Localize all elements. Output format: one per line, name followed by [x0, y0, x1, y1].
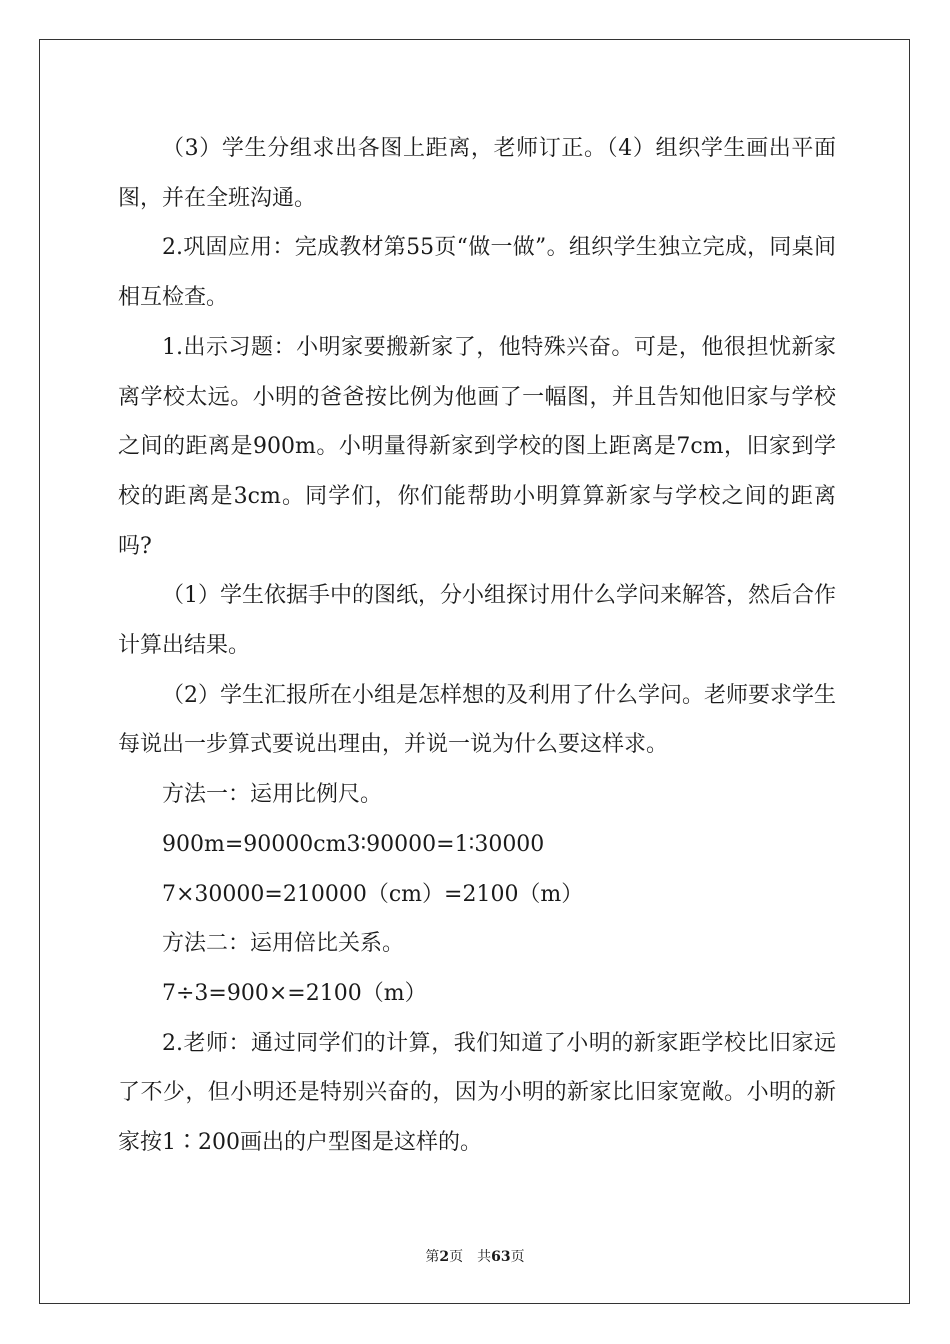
- total-pages: 63: [491, 1249, 511, 1265]
- page-suffix: 页: [449, 1249, 464, 1265]
- paragraph: （3）学生分组求出各图上距离，老师订正。（4）组织学生画出平面图，并在全班沟通。: [118, 136, 836, 211]
- paragraph: （1）学生依据手中的图纸，分小组探讨用什么学问来解答，然后合作计算出结果。: [118, 583, 836, 659]
- paragraph: 2.巩固应用：完成教材第55页“做一做”。组织学生独立完成，同桌间相互检查。: [118, 235, 836, 311]
- paragraph: 方法二：运用倍比关系。: [162, 931, 405, 957]
- page-number: 2: [439, 1249, 450, 1265]
- paragraph: （2）学生汇报所在小组是怎样想的及利用了什么学问。老师要求学生每说出一步算式要说出理由，并说一说为什么要这样求。: [118, 682, 836, 758]
- paragraph: 7÷3=900×=2100（m）: [162, 980, 427, 1006]
- paragraph: 7×30000=210000（cm）=2100（m）: [162, 881, 584, 907]
- paragraph: 900m=90000cm3∶90000=1∶30000: [162, 831, 545, 857]
- total-suffix: 页: [510, 1249, 525, 1265]
- document-body: [118, 124, 836, 1168]
- paragraph: 2.老师：通过同学们的计算，我们知道了小明的新家距学校比旧家远了不少，但小明还是特别兴奋的，因为小明的新家比旧家宽敞。小明的新家按1∶200画出的户型图是这样的。: [118, 1030, 836, 1156]
- page-footer: [0, 1246, 950, 1266]
- page-prefix: 第: [425, 1249, 440, 1265]
- paragraph: 1.出示习题：小明家要搬新家了，他特殊兴奋。可是，他很担忧新家离学校太远。小明的爸爸按比例为他画了一幅图，并且告知他旧家与学校之间的距离是900m。小明量得新家到学校的图上距离是7cm，旧家到学校的距离是3cm。同学们，你们能帮助小明算算新家与学校之间的距离吗?: [118, 334, 836, 559]
- total-prefix: 共: [477, 1249, 492, 1265]
- paragraph: 方法一：运用比例尺。: [162, 782, 383, 808]
